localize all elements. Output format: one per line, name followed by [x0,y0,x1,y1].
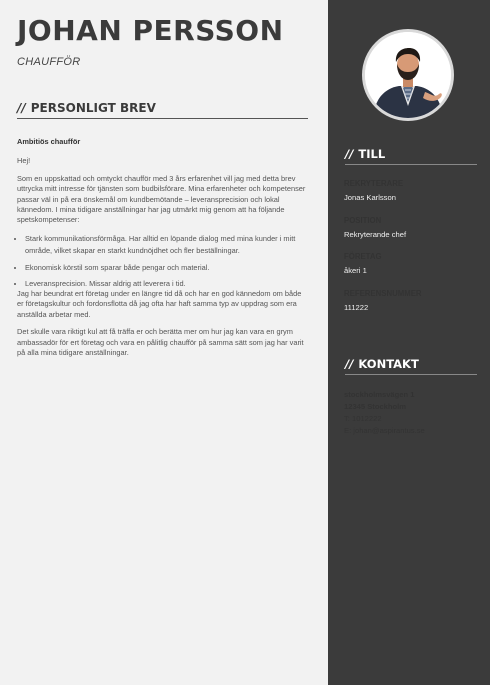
contact-block [344,389,484,437]
person-portrait-icon [365,32,451,118]
contact-phone: T: 1012222 [344,414,382,423]
skill-item: • Stark kommunikationsförmåga. Har alltid en löpande dialog med mina kunder i mitt område, vilket skapar en starkt kundnöjdhet och fler beställningar. [25,233,309,258]
letter-body [17,137,309,365]
contact-heading-text: KONTAKT [358,357,419,371]
recruiter-block [344,179,479,202]
personal-letter-heading-text: PERSONLIGT BREV [30,101,156,115]
reference-value: 111222 [344,303,369,312]
recipient-heading-text: TILL [358,147,386,161]
skills-list [17,233,309,289]
personal-letter-heading [17,101,308,119]
letter-paragraph-3: Det skulle vara riktigt kul att få träffa er och berätta mer om hur jag kan vara en grym ambassadör för ert företag och vara en pålitlig chaufför på samma sätt som jag har varit på alla mina tidigare anställningar. [17,327,304,358]
heading-slash: // [345,147,354,161]
skill-item: • Ekonomisk körstil som sparar både pengar och material. [25,262,309,275]
letter-intro: Som en uppskattad och omtyckt chaufför med 3 års erfarenhet vill jag med detta brev uttrycka mitt intresse för tjänsten som budbilsförare. Mina erfarenheter och kompetenser passar väl in på era önskemål om kundbemötande – leveransprecision och lokal kännedom. I mina tidigare anställningar har jag utmärkt mig genom att ha följande spetskompetenser: [17,173,306,225]
recipient-heading [345,147,477,165]
applicant-name: JOHAN PERSSON [17,14,284,47]
letter-subject: Ambitiös chaufför [17,137,81,146]
heading-slash: // [17,101,26,115]
recruiter-label: REKRYTERARE [344,179,404,188]
letter-greeting: Hej! [17,156,31,166]
position-label: POSITION [344,216,382,225]
recruiter-value: Jonas Karlsson [344,193,396,202]
company-label: FÖRETAG [344,252,382,261]
applicant-role: CHAUFFÖR [17,56,81,68]
company-block [344,252,479,275]
contact-city: 12345 Stockholm [344,402,407,411]
skill-item: • Leveransprecision. Missar aldrig att leverera i tid. [25,279,309,289]
contact-heading [345,357,477,375]
contact-street: stockholmsvägen 1 [344,390,415,399]
reference-label: REFERENSNUMMER [344,289,422,298]
reference-block [344,289,479,312]
heading-slash: // [345,357,354,371]
position-value: Rekryterande chef [344,230,407,239]
letter-paragraph-2: Jag har beundrat ert företag under en längre tid då och har en god kännedom om både er företagskultur och fordonsflotta då jag ofta har haft samma typ av uppdrag som era anställda arbetar med. [17,289,302,319]
position-block [344,216,479,239]
company-value: åkeri 1 [344,266,367,275]
profile-photo [365,32,451,118]
contact-email: E: johan@aspirantus.se [344,426,425,435]
